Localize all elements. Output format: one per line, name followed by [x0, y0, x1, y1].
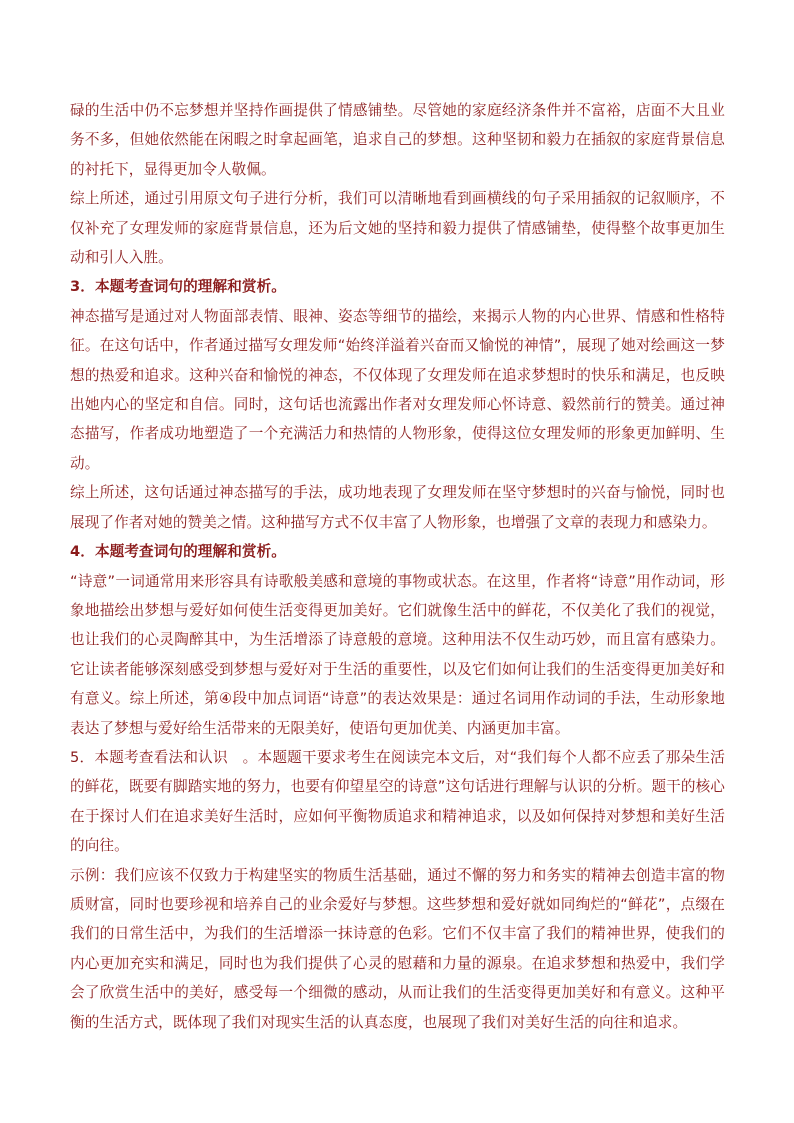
- paragraph-5: “诗意”一词通常用来形容具有诗歌般美感和意境的事物或状态。在这里，作者将“诗意”用作动词，形象地描绘出梦想与爱好如何使生活变得更加美好。它们就像生活中的鲜花，不仅美化了我们的视觉，也让我们的心灵陶醉其中，为生活增添了诗意般的意境。这种用法不仅生动巧妙，而且富有感染力。它让读者能够深刻感受到梦想与爱好对于生活的重要性，以及它们如何让我们的生活变得更加美好和有意义。综上所述，第④段中加点词语“诗意”的表达效果是：通过名词用作动词的手法，生动形象地表达了梦想与爱好给生活带来的无限美好，使语句更加优美、内涵更加丰富。: [70, 572, 725, 737]
- example-paragraph: 示例：我们应该不仅致力于构建坚实的物质生活基础，通过不懈的努力和务实的精神去创造丰富的物质财富，同时也要珍视和培养自己的业余爱好与梦想。这些梦想和爱好就如同绚烂的“鲜花”，点缀在我们的日常生活中，为我们的生活增添一抹诗意的色彩。它们不仅丰富了我们的精神世界，使我们的内心更加充实和满足，同时也为我们提供了心灵的慰藉和力量的源泉。在追求梦想和热爱中，我们学会了欣赏生活中的美好，感受每一个细微的感动，从而让我们的生活变得更加美好和有意义。这种平衡的生活方式，既体现了我们对现实生活的认真态度，也展现了我们对美好生活的向往和追求。: [70, 866, 725, 1031]
- question-5-paragraph: 5．本题考查看法和认识 。本题题干要求考生在阅读完本文后，对“我们每个人都不应丢了那朵生活的鲜花，既要有脚踏实地的努力，也要有仰望星空的诗意”这句话进行理解与认识的分析。题干的核心在于探讨人们在追求美好生活时，应如何平衡物质追求和精神追求，以及如何保持对梦想和美好生活的向往。: [70, 748, 725, 855]
- paragraph-3: 神态描写是通过对人物面部表情、眼神、姿态等细节的描绘，来揭示人物的内心世界、情感和性格特征。在这句话中，作者通过描写女理发师“始终洋溢着兴奋而又愉悦的神情”，展现了她对绘画这一梦想的热爱和追求。这种兴奋和愉悦的神态，不仅体现了女理发师在追求梦想时的快乐和满足，也反映出她内心的坚定和自信。同时，这句话也流露出作者对女理发师心怀诗意、毅然前行的赞美。通过神态描写，作者成功地塑造了一个充满活力和热情的人物形象，使得这位女理发师的形象更加鲜明、生动。: [70, 307, 725, 472]
- question-3-heading: 3．本题考查词句的理解和赏析。: [70, 278, 286, 296]
- document-body: [70, 96, 725, 1037]
- paragraph-2: 综上所述，通过引用原文句子进行分析，我们可以清晰地看到画横线的句子采用插叙的记叙顺序，不仅补充了女理发师的家庭背景信息，还为后文她的坚持和毅力提供了情感铺垫，使得整个故事更加生动和引人入胜。: [70, 190, 725, 267]
- paragraph-1: 碌的生活中仍不忘梦想并坚持作画提供了情感铺垫。尽管她的家庭经济条件并不富裕，店面不大且业务不多，但她依然能在闲暇之时拿起画笔，追求自己的梦想。这种坚韧和毅力在插叙的家庭背景信息的衬托下，显得更加令人敬佩。: [70, 102, 725, 178]
- question-4-heading: 4．本题考查词句的理解和赏析。: [70, 543, 286, 561]
- paragraph-4: 综上所述，这句话通过神态描写的手法，成功地表现了女理发师在坚守梦想时的兴奋与愉悦，同时也展现了作者对她的赞美之情。这种描写方式不仅丰富了人物形象，也增强了文章的表现力和感染力。: [70, 484, 725, 531]
